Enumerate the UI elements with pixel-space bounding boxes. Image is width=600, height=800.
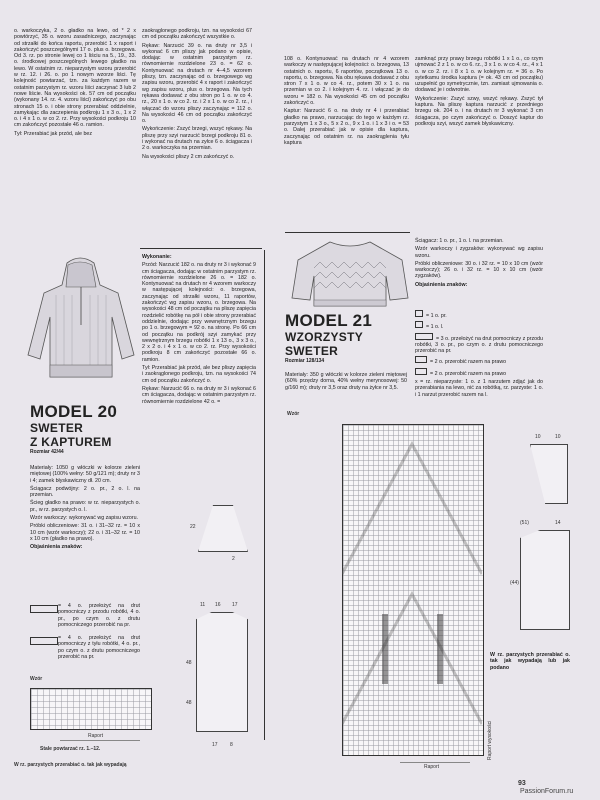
model-21-chart-note: W rz. parzystych przerabiać o. tak jak wypadają lub jak podano [490, 652, 570, 671]
raport-vertical-label: Raport wysokości [487, 720, 493, 760]
column-2-text [142, 28, 252, 162]
model-name-line1: SWETER [30, 421, 84, 435]
model-number: MODEL 20 [30, 402, 118, 421]
paragraph: Tył: Przerabiać jak przód, ale bez [14, 130, 93, 137]
model-21-specs [415, 238, 543, 290]
paragraph: Rękaw: Narzucić 39 o. na druty nr 3,5 i wykonać 6 cm pliszy jak podano w opisie, dodając w ostatnim parzystym rz. równomiernie rozdzielone 23 o. = 62 o. Kontynuować na drutach nr 4–4,5 wzorem pliszy, tzn. zaczynając od o. brzegowego wg zapisu wzoru, przerobić 4 x raport i zakończyć wg zapisu wzoru, plus o. brzegowa. Na tych rękawa dodawać z obu stron po 1 o. w co 4. rz., 20 x 1 o. w co 2. rz. i 2 x 1 o. w co 2. rz., i włączać do wzoru pliszy zaczynając = 112 o. Na wysokości 46 cm od początku zakończyć o. [142, 42, 252, 125]
measure: 48 [186, 660, 192, 666]
sleeve-schematic-21 [530, 444, 568, 504]
model-21-title [285, 312, 410, 364]
body-schematic [196, 612, 248, 732]
model-21-chart-zigzag-overlay [342, 424, 482, 754]
materials: Materiały: 1050 g włóczki w kolorze zieleni miętowej (100% wełny: 50 g/121 m); druty nr 3 i 4; zamek błyskawiczny dł. 20 cm. [30, 465, 140, 484]
section-divider [285, 232, 410, 233]
raport-label: Raport [88, 733, 104, 739]
column-3-text [284, 56, 409, 148]
measure: 10 [555, 434, 561, 440]
model-20-title [30, 403, 140, 455]
legend-cable-icon [415, 333, 433, 340]
pattern-rib: Ściągacz: 1 o. pr., 1 o. l. na przemian. [415, 238, 504, 244]
paragraph: Przód: Narzucić 182 o. na druty nr 3 i wykonać 9 cm ściągacza, dodając w ostatnim parzystym rz. równomiernie rozdzielone 26 o. = 182 o. Kontynuować na drutach nr 4 wzorem warkoczy w następującej kolejności: o. brzegowa, zaczynając od strzałki wzoru, 11 raportów, zakończyć wg zapisu wzoru, o. brzegowa. Na wysokości 48 cm od początku na pliszę zapięcia rozdzielić robótkę na pół i obie strony przerabiać oddzielnie, dodając przy wewnętrznym brzegu po 1 o. brzegowym = 92 o. na stronę. Po 66 cm od początku na podkrój szyi zamykać przy wewnętrznym brzegu robótki 1 x 13 o., 3 x 3 o., 2 x 2 o. i 4 x 1 o. w co 2. rz. Przy wysokości podkroju 8 cm zakończyć pozostałe 66 o. ramion. [142, 262, 256, 363]
legend-title: Objaśnienia znaków: [30, 544, 83, 551]
column-1-text [14, 28, 136, 139]
paragraph: Na wysokości pliszy 2 cm zakończyć o. [142, 153, 235, 160]
measure: 2 [232, 556, 235, 562]
column-divider [264, 250, 265, 740]
model-20-specs [30, 465, 140, 553]
legend-k2tog-alt-icon [415, 368, 427, 375]
legend-k2tog-alt: = 2 o. przerobić razem na prawo [415, 368, 543, 377]
chart-label: Wzór [287, 411, 300, 417]
watermark: PassionForum.ru [520, 788, 574, 795]
measure: 17 [232, 602, 238, 608]
model-name-line1: WZORZYSTY [285, 330, 364, 344]
model-20-instructions [142, 254, 256, 407]
model-name-line2: SWETER [285, 344, 339, 358]
model-20-sweater-illustration [22, 255, 140, 385]
paragraph: Wykończenie: Zszyć szwy, wszyć rękawy. Zszyć tył kaptura. Na pliszę kaptura narzucić z przedniego brzegu ok. 204 o. i na drutach nr 3 wykonać 3 cm ściągacza, po czym zakończyć o. Doszyć kaptur do podkroju szyi, wszyć zamek błyskawiczny. [415, 95, 543, 127]
model-number: MODEL 21 [285, 311, 373, 330]
legend-cable-back-icon [30, 637, 58, 645]
measure: 17 [212, 742, 218, 748]
gauge: Próbki obliczeniowe: 31 o. i 31–32 rz. = 10 x 10 cm (wzór warkoczy); 22 o. i 31–32 rz. = 10 x 10 cm (gładko na prawo). [30, 523, 140, 542]
measure: 22 [190, 524, 196, 530]
legend-cable-back: = 4 o. przełożyć na drut pomocniczy z tyłu robótki, 4 o. pr., po czym o. z drutu pomocniczego przerobić na pr. [58, 635, 140, 660]
paragraph: 108 o. Kontynuować na drutach nr 4 wzorem warkoczy w następującej kolejności: o. brzegowa, 13 ostatnich o. raportu, 6 raportów, początkowa 13 o. raportu, o. brzegowa. Na obu rękawa dodawać z obu stron 7 x 1 o. w co 4. rz., potem 30 x 1 o. na przemian w co 2. i kolejnym 4. rz. i włączać je do wzoru = 182 o. Na wysokości 45 cm od początku zakończyć o. [284, 56, 409, 107]
legend-slip: x = rz. nieparzyste: 1 o. z 1 narzutem zdjąć jak do przerabiania na lewo, nić za robótką, rz. parzyste: 1 o. i 1 narzut przerobić razem na l. [415, 379, 543, 398]
sleeve-schematic [198, 505, 248, 552]
gauge: Próbki obliczeniowe: 30 o. i 32 rz. = 10 x 10 cm (wzór warkoczy); 26 o. i 32 rz. = 10 x 10 cm (wzór zygzaków). [415, 260, 543, 280]
legend-purl: = 1 o. l. [415, 321, 543, 330]
pattern-rib: Ściągacz podwójny: 2 o. pr., 2 o. l. na przemian. [30, 485, 140, 499]
model-21-sweater-illustration [290, 238, 410, 308]
paragraph: o. warkoczyka, 2 o. gładko na lewo, od * 2 x powtórzyć, 35 o. wzoru zasadniczego, zaczynając od strzałki do końca raportu, przerobić 1 x raport i zakończyć poszczególnymi 17 o. plus o. brzegowa. Od 3. rz. po stronie lewej co 1 liściu na 5., 19., 33. o. środkowej poszczególnych lewego gładko na lewo. W ostatnim rz. nieparzystym wzoru przerobić w rz. 12. i 26. o. po 1 nowym wzorze liści. Tę kolejność powtarzać, tzn. za każdym razem w ostatnim parzystym rz. wzoru liści zaczynać 3 lub 2 nowe liście. Na wysokości ok. 57 cm od początku (wykonany 14. rz. 4. wzoru liści) zakończyć po obu stronach 15 o. i obie strony przerabiać oddzielnie, zamykając dla zaczepienia podkroju 1 x 3 o., 1 x 2 o. i 4 x 1 o. w co 2. rz. Przy wysokości podkroju 10 cm zakończyć pozostałe 46 o. ramion. [14, 28, 136, 129]
legend-k2tog: = 2 o. przerobić razem na prawo [415, 356, 543, 365]
model-name-line2: Z KAPTUREM [30, 435, 112, 449]
raport-line [60, 740, 140, 741]
legend-purl-icon [415, 321, 423, 328]
measure: 8 [230, 742, 233, 748]
paragraph: Kaptur: Narzucić 6 o. na druty nr 4 i przerabiać gładko na prawo, narzucając do tego w każdym rz. parzystym 1 x 3 o., 5 x 2 o., 9 x 1 o. i 1 x 3 i o. = 53 o. Dalej przerabiać jak w opisie dla kaptura, zaczynając od ostatnim rz. na zaokrąglenia tyłu kaptura [284, 108, 409, 146]
raport-line [400, 762, 470, 763]
page-number: 93 [518, 780, 526, 787]
pattern-cables-zigzag: Wzór warkoczy i zygzaków: wykonywać wg zapisu wzoru. [415, 246, 543, 259]
paragraph: Tył: Przerabiać jak przód, ale bez pliszy zapięcia i zaokrąglonego podkroju, tzn. na wysokości 74 cm od początku zakończyć o. [142, 365, 256, 384]
legend-knit-icon [415, 310, 423, 317]
legend-cable-front: = 4 o. przełożyć na drut pomocniczy z przodu robótki, 4 o. pr., po czym o. z drutu pomocniczego przerobić na pr. [58, 603, 140, 628]
footer-note: W rz. parzystych przerabiać o. tak jak wypadają [14, 762, 127, 768]
legend-knit: = 1 o. pr. [415, 310, 543, 319]
measure: 10 [535, 434, 541, 440]
model-20-chart [30, 688, 152, 730]
repeat-note: Stale powtarzać rz. 1.–12. [40, 746, 101, 752]
model-21-materials: Materiały: 350 g włóczki w kolorze zieleni miętowej (60% przędzy dorna, 40% wełny merynosowej: 50 g/160 m); druty nr 3,5 oraz druty na żyłce nr 3,5. [285, 372, 407, 391]
column-4-text [415, 56, 543, 129]
raport-label: Raport [424, 764, 440, 770]
legend-title: Objaśnienia znaków: [415, 281, 468, 288]
paragraph: zamknąć przy prawy brzegu robótki 1 x 1 o., co rzym ujmować 2 z 1 o. w co 6. rz., 3 x 1 o. w co 4. rz., 4 x 1 o. w co 2. rz. i 8 x 1 o. w kolejnym rz. = 36 o. Po sytetkamu środka kaptura (= ok. 43 cm od początku) uzupełnić go symetrycznie, tzn. zamiast ujmowania o. dodawać je i odwrotnie. [415, 56, 543, 94]
paragraph: Wykończenie: Zszyć brzegi, wszyć rękawy. Na pliszę przy szyi narzucić brzegi podkroju 81 o. i wykonać na drutach na zyłce 6 o. ściągacza i 2 o. warkoczyka na przemian. [142, 126, 252, 152]
measure: (44) [510, 580, 519, 586]
chart-label: Wzór [30, 676, 43, 682]
model-size: Rozmiar 128/134 [285, 358, 325, 364]
body-schematic-21 [520, 530, 570, 630]
pattern-cables: Wzór warkoczy: wykonywać wg zapisu wzoru. [30, 515, 139, 522]
measure: 14 [555, 520, 561, 526]
paragraph: Rękaw: Narzucić 66 o. na druty nr 3 i wykonać 6 cm ściągacza, dodając w ostatnim parzystym rz. równomiernie rozdzielone 42 o. = [142, 385, 256, 405]
model-size: Rozmiar 42/44 [30, 449, 64, 455]
pattern-stockinette: Ścieg gładko na prawo: w rz. nieparzystych o. pr., w rz. parzystych o. l. [30, 500, 140, 513]
legend-k2tog-icon [415, 356, 427, 363]
section-divider [140, 248, 262, 249]
legend-cable-front-icon [30, 605, 58, 613]
measure: 11 [200, 602, 206, 608]
paragraph: zaokrąglonego podkroju, tzn. na wysokości 67 cm od początku zakończyć wszystkie o. [142, 28, 252, 41]
measure: (51) [520, 520, 529, 526]
model-21-legend [415, 310, 543, 400]
measure: 16 [215, 602, 221, 608]
instructions-heading: Wykonanie: [142, 254, 172, 260]
measure: 48 [186, 700, 192, 706]
legend-cable: = 3 o. przełożyć na drut pomocniczy z przodu robótki, 3 o. pr., po czym o. z drutu pomocniczego przerobić na pr. [415, 333, 543, 355]
